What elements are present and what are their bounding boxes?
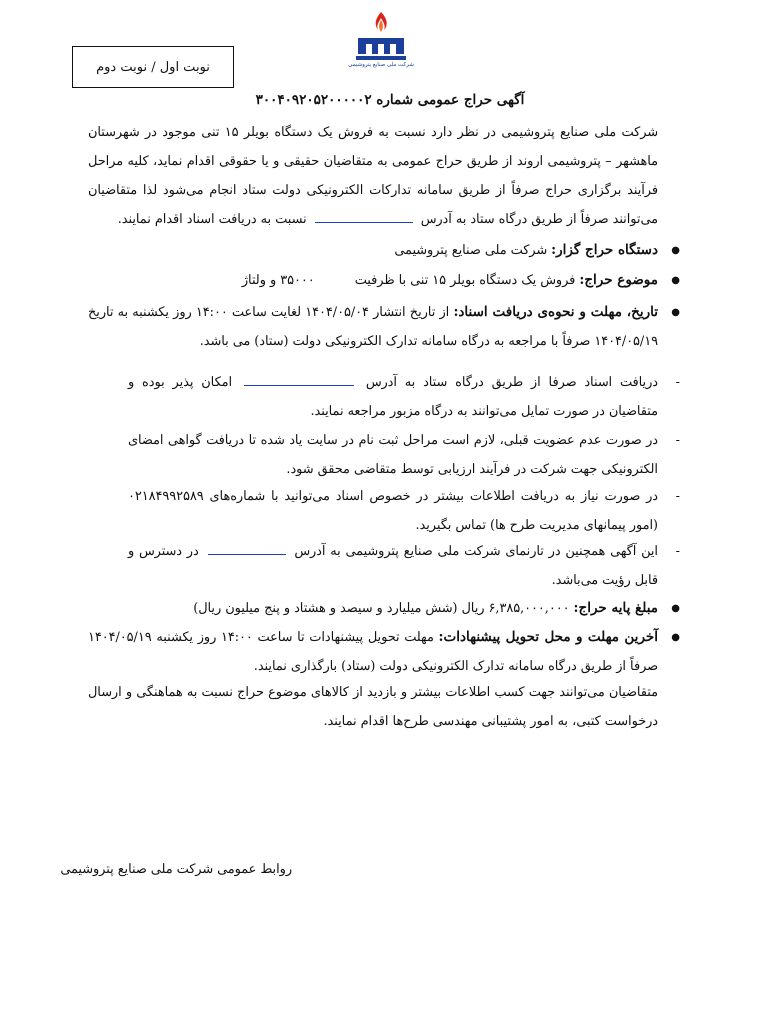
subitem-b: در صورت عدم عضویت قبلی، لازم است مراحل ثبت نام در سایت یاد شده تا دریافت گواهی امضای الکترونیکی جهت شرکت در فرآیند ارزیابی توسط متقاضی محقق شود. — [128, 433, 658, 477]
docs-label: تاریخ، مهلت و نحوه‌ی دریافت اسناد: — [453, 304, 659, 320]
page-title: آگهی حراج عمومی شماره ۳۰۰۴۰۹۲۰۵۲۰۰۰۰۰۲ — [255, 92, 525, 108]
subject-value-2: ۳۵۰۰۰ و ولتاژ — [241, 273, 315, 288]
organizer-value: شرکت ملی صنایع پتروشیمی — [394, 243, 548, 258]
subitem-c: در صورت نیاز به دریافت اطلاعات بیشتر در خصوص اسناد می‌توانید با شماره‌های ۰۲۱۸۴۹۹۲۵۸۹ (امور پیمانهای مدیریت طرح ها) تماس بگیرید. — [128, 489, 658, 533]
bullet-subject — [88, 266, 658, 295]
round-label: نوبت اول / نوبت دوم — [96, 59, 210, 75]
signoff: روابط عمومی شرکت ملی صنایع پتروشیمی — [60, 862, 292, 877]
price-value: ۶,۳۸۵,۰۰۰,۰۰۰ ریال (شش میلیارد و سیصد و هشتاد و پنج میلیون ریال) — [193, 601, 570, 616]
subitem-website — [128, 537, 658, 595]
subitem-d-part1: این آگهی همچنین در تارنمای شرکت ملی صنایع پتروشیمی به آدرس — [294, 544, 658, 559]
organizer-label: دستگاه حراج گزار: — [551, 242, 658, 258]
intro-paragraph — [88, 118, 658, 234]
subitem-a-part1: دریافت اسناد صرفا از طریق درگاه ستاد به آدرس — [365, 375, 658, 390]
bullet-organizer — [88, 236, 658, 265]
company-logo — [348, 8, 414, 78]
bullet-documents — [88, 298, 658, 356]
docs-value: از تاریخ انتشار ۱۴۰۴/۰۵/۰۴ لغایت ساعت ۱۴:۰۰ روز یکشنبه به تاریخ ۱۴۰۴/۰۵/۱۹ صرفاً با مراجعه به درگاه سامانه تدارک الکترونیکی دولت (ستاد) می باشد. — [88, 305, 658, 349]
portal-address-link[interactable] — [244, 375, 354, 386]
setad-address-link[interactable] — [315, 212, 413, 223]
logo-caption: شرکت ملی صنایع پتروشیمی — [348, 62, 414, 68]
subitem-a-part2: امکان پذیر بوده و متقاضیان در صورت تمایل می‌توانند به درگاه مزبور مراجعه نمایند. — [128, 375, 658, 419]
intro-tail: نسبت به دریافت اسناد اقدام نمایند. — [117, 212, 307, 227]
deadline-label: آخرین مهلت و محل تحویل پیشنهادات: — [438, 629, 658, 645]
subject-value: فروش یک دستگاه بویلر ۱۵ تنی با ظرفیت — [354, 273, 576, 288]
bullet-base-price — [88, 594, 658, 623]
subitem-receive-docs — [128, 368, 658, 426]
subitem-d-part2: در دسترس و قابل رؤیت می‌باشد. — [128, 544, 658, 588]
subitem-registration — [128, 426, 658, 484]
price-label: مبلغ پایه حراج: — [573, 600, 658, 616]
closing-paragraph: متقاضیان می‌توانند جهت کسب اطلاعات بیشتر و بازدید از کالاهای موضوع حراج نسبت به هماهنگی و ارسال درخواست کتبی، به امور پشتیبانی مهندسی طرح‌ها اقدام نمایند. — [88, 685, 658, 729]
intro-text: شرکت ملی صنایع پتروشیمی در نظر دارد نسبت به فروش یک دستگاه بویلر ۱۵ تنی موجود در شهرستان ماهشهر – پتروشیمی اروند از طریق حراج عمومی به متقاضیان حقیقی و یا حقوقی اقدام نماید، کلیه مراحل فرآیند برگزاری حراج صرفاً از طریق سامانه تدارکات الکترونیکی دولت ستاد انجام می‌شود لذا متقاضیان می‌توانند صرفاً از طریق درگاه ستاد به آدرس — [88, 125, 658, 227]
subject-label: موضوع حراج: — [579, 272, 658, 288]
bullet-deadline — [88, 623, 658, 681]
deadline-value: مهلت تحویل پیشنهادات تا ساعت ۱۴:۰۰ روز یکشنبه ۱۴۰۴/۰۵/۱۹ صرفاً از طریق درگاه سامانه تدارک الکترونیکی دولت (ستاد) بارگذاری نمایند. — [88, 630, 658, 674]
subitem-contact — [128, 482, 658, 540]
round-label-box — [72, 46, 234, 88]
website-address-link[interactable] — [208, 544, 286, 555]
